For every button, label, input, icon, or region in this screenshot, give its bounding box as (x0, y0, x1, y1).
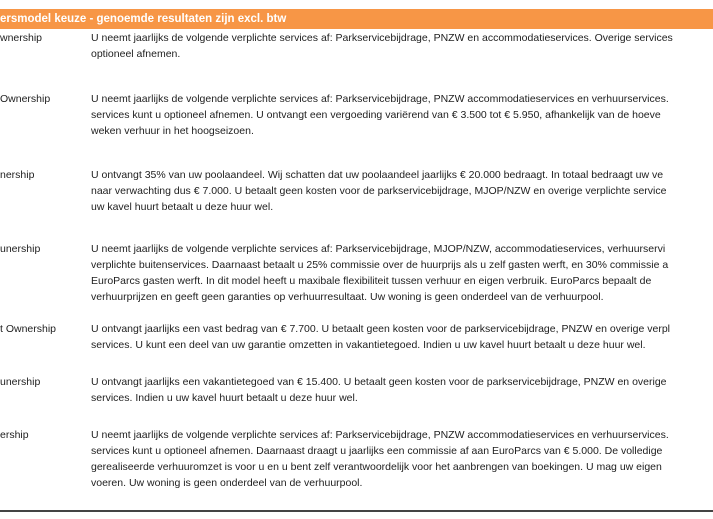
description-line: U neemt jaarlijks de volgende verplichte services af: Parkservicebijdrage, PNZW accommodatieservices en verhuurservices. (91, 429, 669, 441)
row-model-name: ership (0, 429, 29, 441)
description-line: optioneel afnemen. (91, 48, 181, 60)
row-model-name: nership (0, 169, 35, 181)
row-description (91, 321, 713, 353)
description-line: U ontvangt jaarlijks een vast bedrag van € 7.700. U betaalt geen kosten voor de parkservicebijdrage, PNZW en overige verpl (91, 323, 670, 335)
table-header-title: ersmodel keuze - genoemde resultaten zijn excl. btw (0, 13, 287, 25)
description-line: U neemt jaarlijks de volgende verplichte services af: Parkservicebijdrage, MJOP/NZW, accommodatieservices, verhuurservi (91, 243, 666, 255)
description-line: U neemt jaarlijks de volgende verplichte services af: Parkservicebijdrage, PNZW en accommodatieservices. Overige services (91, 32, 673, 44)
row-description (91, 30, 713, 62)
description-line: services kunt u optioneel afnemen. Daarnaast draagt u jaarlijks een commissie af aan EuroParcs van € 5.000. De volledige (91, 445, 663, 457)
description-line: services. Indien u uw kavel huurt betaalt u deze huur wel. (91, 392, 358, 404)
row-description (91, 167, 713, 215)
row-model-name: t Ownership (0, 323, 57, 335)
description-line: verplichte buitenservices. Daarnaast betaalt u 25% commissie over de huurprijs als u zelf gasten werft, en 30% commissie a (91, 259, 669, 271)
description-line: U ontvangt 35% van uw poolaandeel. Wij schatten dat uw poolaandeel jaarlijks € 20.000 bedraagt. In totaal bedraagt uw ve (91, 169, 664, 181)
row-description (91, 91, 713, 139)
description-line: services kunt u optioneel afnemen. U ontvangt een vergoeding variërend van € 3.500 tot € 5.950, afhankelijk van de hoeve (91, 109, 661, 121)
row-description (91, 241, 713, 305)
description-line: services. U kunt een deel van uw garantie omzetten in vakantietegoed. Indien u uw kavel huurt betaalt u deze huur wel. (91, 339, 646, 351)
description-line: U ontvangt jaarlijks een vakantietegoed van € 15.400. U betaalt geen kosten voor de parkservicebijdrage, PNZW en overige (91, 376, 667, 388)
description-line: weken verhuur in het hoogseizoen. (91, 125, 254, 137)
row-model-name: Ownership (0, 93, 51, 105)
row-model-name: unership (0, 243, 41, 255)
description-line: naar verwachting dus € 7.000. U betaalt geen kosten voor de parkservicebijdrage, MJOP/NZW en overige verplichte service (91, 185, 667, 197)
row-description (91, 374, 713, 406)
top-divider (0, 0, 713, 8)
ownership-model-table (0, 30, 713, 510)
description-line: EuroParcs gasten werft. In dit model heeft u maxibale flexibiliteit tussen verhuur en eigen verbruik. EuroParcs bepaalt de (91, 275, 652, 287)
description-line: verhuurprijzen en geeft geen garanties op verhuurresultaat. Uw woning is geen onderdeel van de verhuurpool. (91, 291, 604, 303)
description-line: voeren. Uw woning is geen onderdeel van de verhuurpool. (91, 477, 363, 489)
row-model-name: wnership (0, 32, 43, 44)
description-line: gerealiseerde verhuuromzet is voor u en u bent zelf verantwoordelijk voor het aanbrengen van boekingen. U mag uw eigen (91, 461, 662, 473)
description-line: U neemt jaarlijks de volgende verplichte services af: Parkservicebijdrage, PNZW accommodatieservices en verhuurservices. (91, 93, 669, 105)
row-model-name: unership (0, 376, 41, 388)
row-description (91, 427, 713, 491)
bottom-divider (0, 510, 713, 512)
table-header (0, 9, 713, 29)
description-line: uw kavel huurt betaalt u deze huur wel. (91, 201, 274, 213)
